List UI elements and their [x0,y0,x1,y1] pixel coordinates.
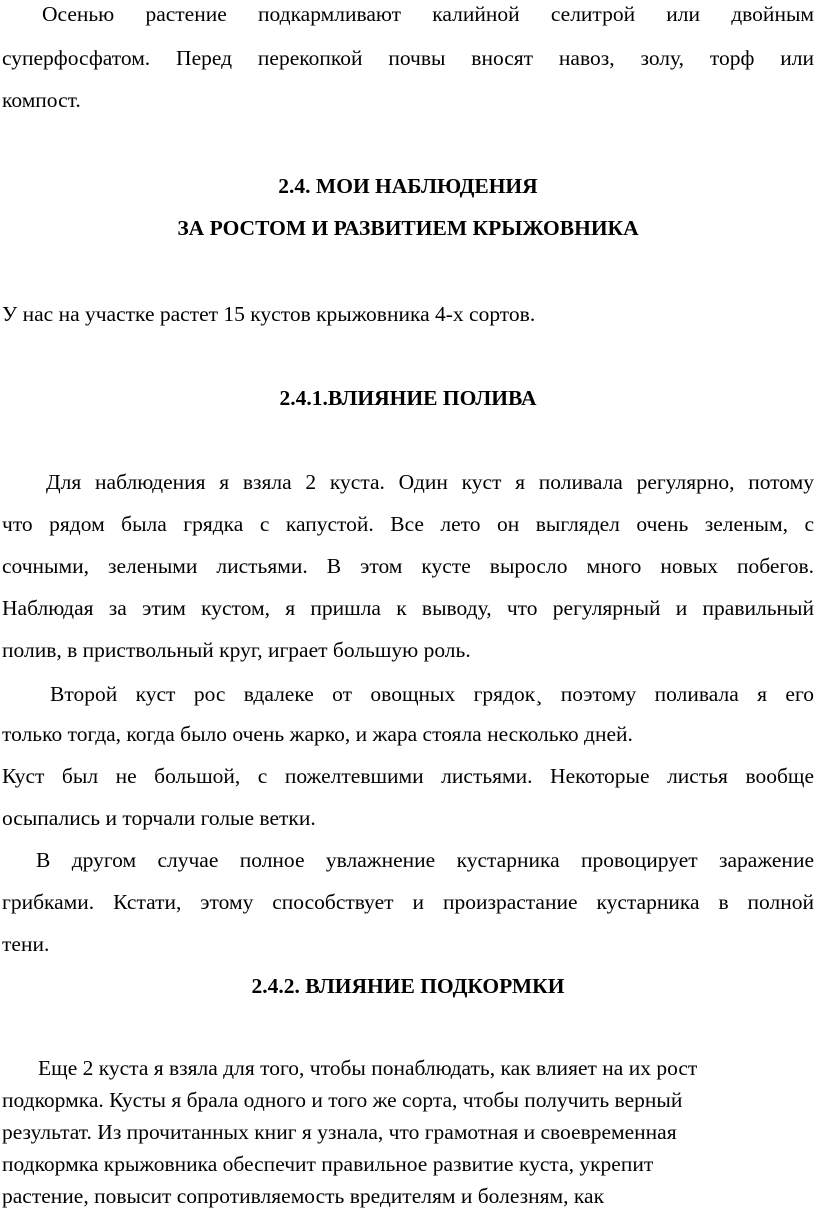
feeding-line-4: подкормка крыжовника обеспечит правильное развитие куста, укрепит [2,1152,654,1176]
feeding-line-3: результат. Из прочитанных книг я узнала, что грамотная и своевременная [2,1120,677,1144]
feeding-line-1: Еще 2 куста я взяла для того, чтобы понаблюдать, как влияет на их рост [38,1056,698,1080]
intro-line-3: компост. [2,88,81,112]
watering-p1-line-4: Наблюдая за этим кустом, я пришла к выводу, что регулярный и правильный [2,596,814,620]
watering-p3-line-3: тени. [2,932,50,956]
section-heading-2-4-line-2: ЗА РОСТОМ И РАЗВИТИЕМ КРЫЖОВНИКА [177,216,639,240]
watering-p2-line-1: Второй куст рос вдалеке от овощных грядок¸ поэтому поливала я его [50,682,814,706]
intro-line-2: суперфосфатом. Перед перекопкой почвы вносят навоз, золу, торф или [2,46,814,70]
watering-p1-line-5: полив, в приствольный круг, играет большую роль. [2,638,471,662]
bushes-count-text: У нас на участке растет 15 кустов крыжовника 4-х сортов. [2,302,536,326]
watering-p1-line-3: сочными, зелеными листьями. В этом кусте выросло много новых побегов. [2,554,814,578]
section-heading-2-4-2: 2.4.2. ВЛИЯНИЕ ПОДКОРМКИ [251,974,565,998]
watering-p3-line-2: грибками. Кстати, этому способствует и произрастание кустарника в полной [2,890,814,914]
section-heading-2-4-line-1: 2.4. МОИ НАБЛЮДЕНИЯ [278,174,538,198]
watering-p3-line-1: В другом случае полное увлажнение кустарника провоцирует заражение [36,848,814,872]
watering-p2-line-3: Куст был не большой, с пожелтевшими листьями. Некоторые листья вообще [2,764,814,788]
watering-p2-line-4: осыпались и торчали голые ветки. [2,806,316,830]
feeding-line-2: подкормка. Кусты я брала одного и того же сорта, чтобы получить верный [2,1088,683,1112]
feeding-line-5: растение, повысит сопротивляемость вредителям и болезням, как [2,1184,605,1208]
watering-p1-line-1: Для наблюдения я взяла 2 куста. Один куст я поливала регулярно, потому [46,470,814,494]
watering-p2-line-2: только тогда, когда было очень жарко, и жара стояла несколько дней. [2,722,633,746]
section-heading-2-4-1: 2.4.1.ВЛИЯНИЕ ПОЛИВА [279,386,537,410]
watering-p1-line-2: что рядом была грядка с капустой. Все лето он выглядел очень зеленым, с [2,512,814,536]
intro-line-1: Осенью растение подкармливают калийной селитрой или двойным [42,2,814,26]
